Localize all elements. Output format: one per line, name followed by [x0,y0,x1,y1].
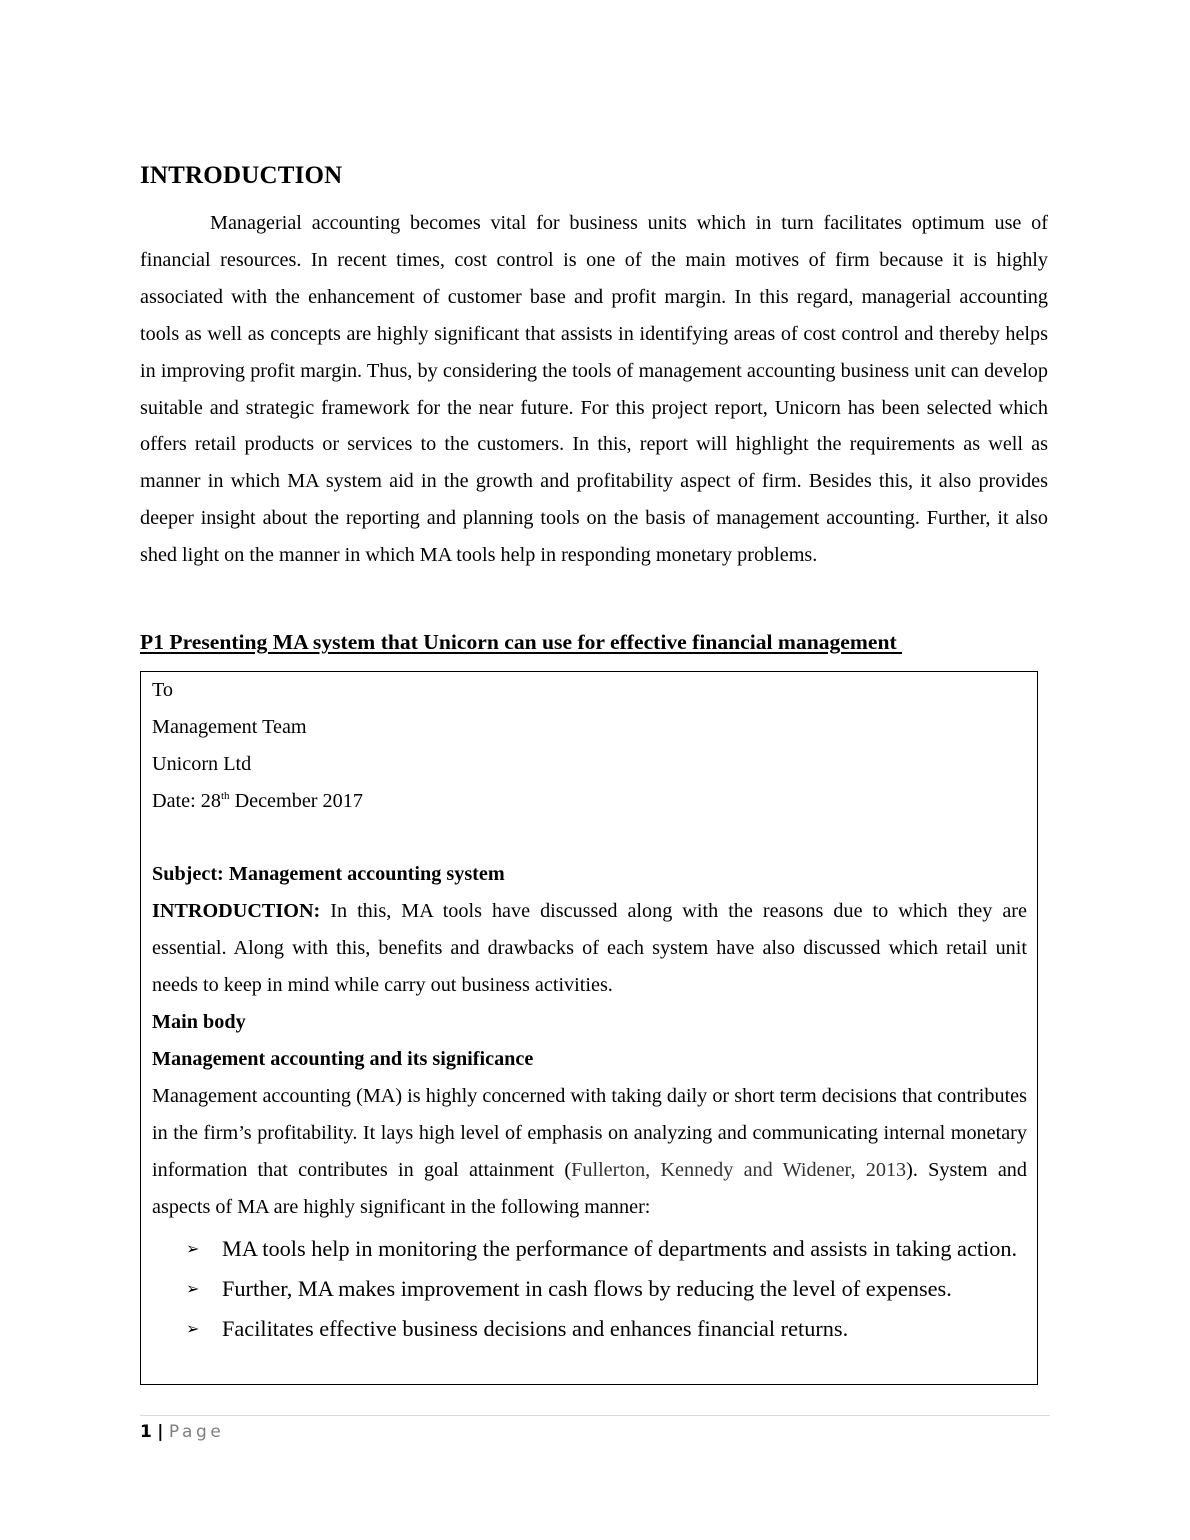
introduction-paragraph: Managerial accounting becomes vital for business units which in turn facilitates optimum use of financial resources. In recent times, cost control is one of the main motives of firm because it is highly associated with the enhancement of customer base and profit margin. In this regard, managerial accounting tools as well as concepts are highly significant that assists in identifying areas of cost control and thereby helps in improving profit margin. Thus, by considering the tools of management accounting business unit can develop suitable and strategic framework for the near future. For this project report, Unicorn has been selected which offers retail products or services to the customers. In this, report will highlight the requirements as well as manner in which MA system aid in the growth and profitability aspect of firm. Besides this, it also provides deeper insight about the reporting and planning tools on the basis of management accounting. Further, it also shed light on the manner in which MA tools help in responding monetary problems. [140,212,1048,567]
footer-separator: | [157,1422,164,1442]
memo-significance-text-2: ). System and aspects of MA are highly significant in the following manner: [152,1158,1027,1218]
memo-bullet-item [152,1269,1027,1309]
page-footer [140,1420,224,1444]
page-number: 1 [140,1422,152,1442]
memo-intro-text: In this, MA tools have discussed along with the reasons due to which they are essential. Along with this, benefits and drawbacks of each system have also discussed which retail unit needs to keep in mind while carry out business activities. [152,900,1027,997]
footer-divider [140,1415,1050,1416]
memo-citation: Fullerton, Kennedy and Widener, 2013 [571,1158,907,1181]
memo-date-ordinal: th [220,789,230,802]
memo-bullet-text: Further, MA makes improvement in cash flows by reducing the level of expenses. [222,1276,952,1302]
introduction-heading: INTRODUCTION [140,162,343,189]
page-label: Page [168,1422,225,1442]
memo-date-suffix: December 2017 [229,789,363,812]
memo-box [140,671,1038,1385]
memo-recipient: Management Team [152,715,307,738]
memo-bullet-item [152,1309,1027,1349]
memo-subject: Subject: Management accounting system [152,863,505,886]
memo-blank-line [152,820,1027,857]
memo-intro-label: INTRODUCTION: [152,900,321,923]
memo-introduction [152,893,1027,1004]
memo-date [152,783,1027,820]
arrow-bullet-icon: ➢ [186,1319,200,1339]
memo-bullet-item [152,1229,1027,1269]
memo-date-prefix: Date: 28 [152,789,221,812]
arrow-bullet-icon: ➢ [186,1239,200,1259]
memo-main-body-label: Main body [152,1011,246,1034]
memo-significance-paragraph [152,1078,1027,1226]
memo-content [152,672,1027,1349]
memo-significance-text-1: Management accounting (MA) is highly concerned with taking daily or short term decisions that contributes in the firm’s profitability. It lays high level of emphasis on analyzing and communicating internal monetary information that contributes in goal attainment ( [152,1084,1027,1181]
memo-company: Unicorn Ltd [152,752,252,775]
memo-bullet-text: Facilitates effective business decisions and enhances financial returns. [222,1316,849,1342]
memo-to: To [152,679,174,701]
memo-significance-heading: Management accounting and its significance [152,1047,534,1070]
memo-bullet-text: MA tools help in monitoring the performance of departments and assists in taking action. [222,1236,1018,1262]
arrow-bullet-icon: ➢ [186,1279,200,1299]
section-title-p1: P1 Presenting MA system that Unicorn can use for effective financial management [140,630,903,654]
memo-bullet-list [152,1229,1027,1349]
